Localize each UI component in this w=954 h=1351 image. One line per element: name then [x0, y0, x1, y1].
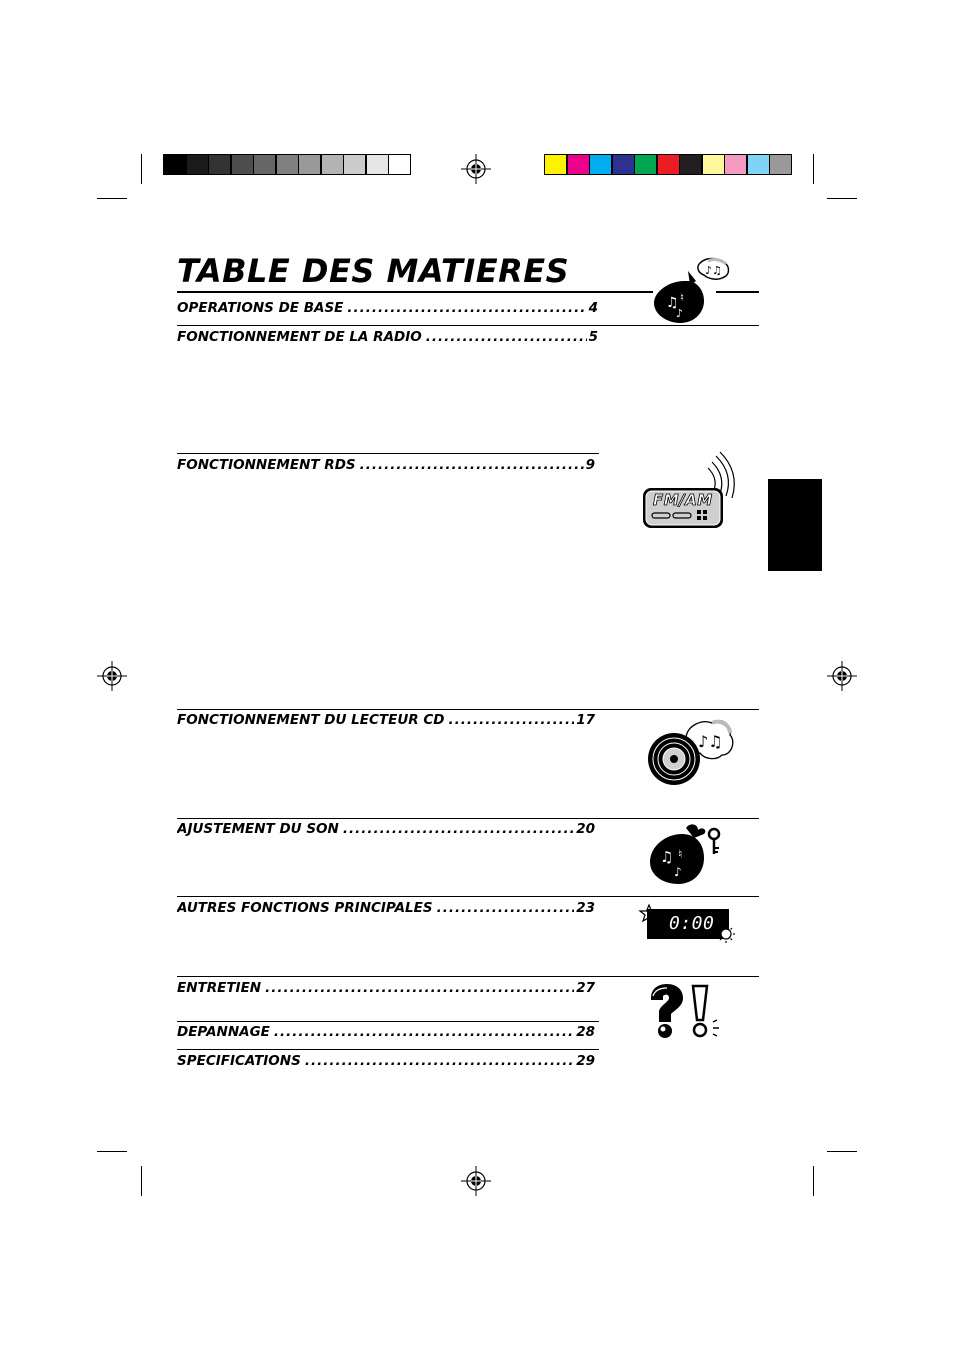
toc-label: FONCTIONNEMENT DE LA RADIO — [177, 329, 422, 345]
toc-entry-specifications[interactable] — [177, 1053, 595, 1069]
color-swatch — [163, 154, 186, 175]
toc-label: AJUSTEMENT DU SON — [177, 821, 339, 837]
toc-entry-fonctionnement-rds[interactable] — [177, 457, 595, 473]
color-swatch — [544, 154, 567, 175]
svg-text:♪: ♪ — [676, 307, 684, 320]
color-swatch — [343, 154, 366, 175]
toc-label: AUTRES FONCTIONS PRINCIPALES — [177, 900, 433, 916]
radio-display-icon — [640, 450, 742, 530]
toc-page-number: 9 — [585, 457, 595, 473]
toc-entry-autres-fonctions[interactable] — [177, 900, 595, 916]
cd-music-icon — [646, 715, 736, 789]
color-swatch — [366, 154, 389, 175]
question-exclamation-icon — [645, 984, 725, 1040]
color-swatch — [388, 154, 411, 175]
toc-page-number: 17 — [576, 712, 595, 728]
registration-target-icon — [461, 1166, 491, 1196]
toc-page-number: 5 — [588, 329, 598, 345]
toc-page-number: 27 — [576, 980, 595, 996]
svg-text:♫: ♫ — [660, 848, 674, 866]
section-divider — [177, 976, 759, 977]
color-swatch — [186, 154, 209, 175]
toc-label: SPECIFICATIONS — [177, 1053, 301, 1069]
color-swatch — [634, 154, 657, 175]
toc-entry-depannage[interactable] — [177, 1024, 595, 1040]
clock-display-icon — [637, 903, 739, 947]
toc-label: DEPANNAGE — [177, 1024, 270, 1040]
toc-page-number: 20 — [576, 821, 595, 837]
svg-text:♮: ♮ — [680, 291, 684, 304]
toc-page-number: 23 — [576, 900, 595, 916]
color-swatch — [589, 154, 612, 175]
registration-target-icon — [461, 154, 491, 184]
page-title: TABLE DES MATIERES — [177, 252, 570, 290]
color-swatch — [702, 154, 725, 175]
color-swatch — [208, 154, 231, 175]
color-swatch — [321, 154, 344, 175]
color-swatch — [657, 154, 680, 175]
section-divider — [177, 896, 759, 897]
section-divider — [177, 1021, 599, 1022]
toc-page-number: 28 — [576, 1024, 595, 1040]
svg-text:♮: ♮ — [678, 847, 683, 861]
section-divider — [177, 818, 759, 819]
clock-display-text: 0:00 — [669, 913, 715, 934]
language-tab-marker — [768, 479, 822, 571]
music-bag-icon — [648, 255, 734, 327]
svg-text:♪: ♪ — [674, 865, 682, 879]
toc-label: ENTRETIEN — [177, 980, 262, 996]
color-swatch — [276, 154, 299, 175]
color-swatch — [724, 154, 747, 175]
toc-entry-operations-de-base[interactable] — [177, 300, 598, 316]
color-swatch — [769, 154, 792, 175]
section-divider — [177, 709, 759, 710]
color-swatch — [747, 154, 770, 175]
radio-display-text: FM/AM — [653, 491, 713, 509]
toc-label: FONCTIONNEMENT DU LECTEUR CD — [177, 712, 445, 728]
color-swatch — [612, 154, 635, 175]
toc-entry-entretien[interactable] — [177, 980, 595, 996]
registration-target-icon — [97, 661, 127, 691]
toc-page-number: 4 — [588, 300, 598, 316]
color-swatch — [298, 154, 321, 175]
sound-bag-key-icon — [648, 822, 724, 888]
section-divider — [177, 453, 599, 454]
registration-target-icon — [827, 661, 857, 691]
color-swatch — [567, 154, 590, 175]
toc-entry-lecteur-cd[interactable] — [177, 712, 595, 728]
toc-entry-ajustement-du-son[interactable] — [177, 821, 595, 837]
color-swatch — [679, 154, 702, 175]
svg-text:♫: ♫ — [666, 295, 679, 311]
svg-text:♪♫: ♪♫ — [698, 732, 723, 751]
toc-page-number: 29 — [576, 1053, 595, 1069]
svg-text:♪♫: ♪♫ — [705, 264, 722, 277]
title-rule — [177, 291, 653, 293]
color-swatch — [253, 154, 276, 175]
toc-entry-fonctionnement-radio[interactable] — [177, 329, 598, 345]
section-divider — [177, 1049, 599, 1050]
toc-label: FONCTIONNEMENT RDS — [177, 457, 356, 473]
color-swatch — [231, 154, 254, 175]
toc-label: OPERATIONS DE BASE — [177, 300, 344, 316]
